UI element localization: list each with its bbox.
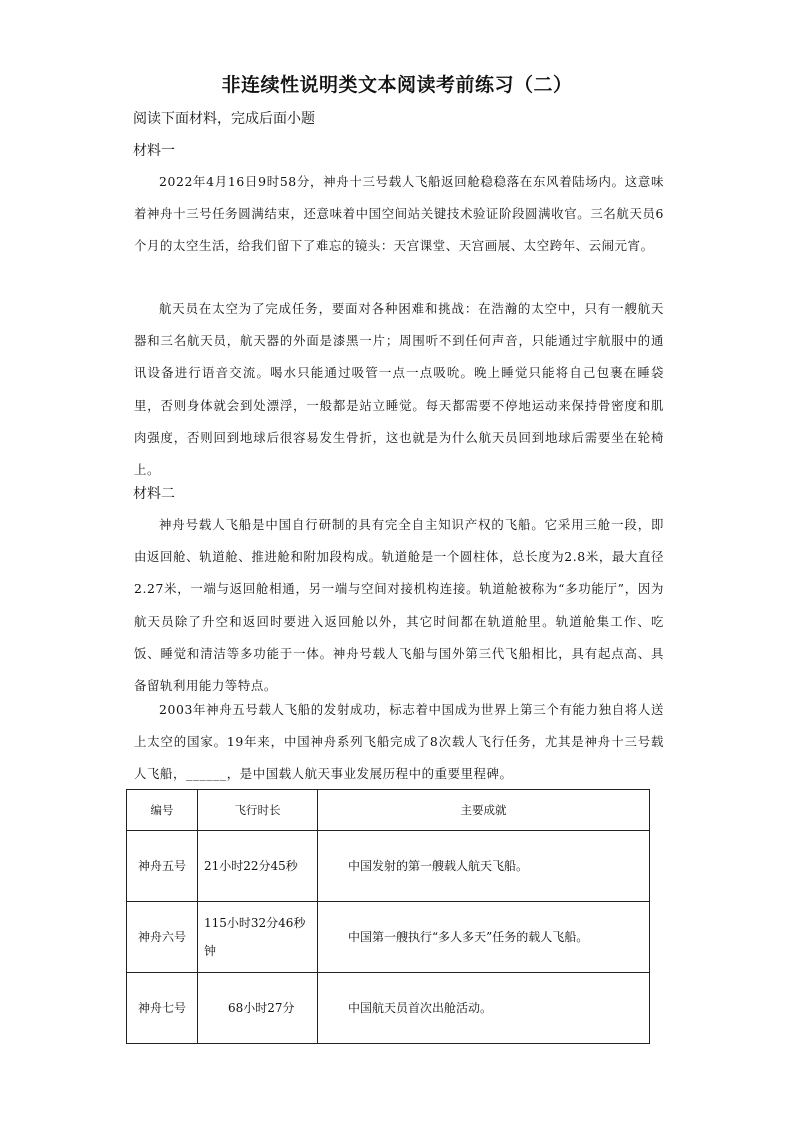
shenzhou-table xyxy=(126,789,650,1044)
row-id: 神舟七号 xyxy=(127,973,198,1044)
row-duration: 115小时32分46秒钟 xyxy=(198,902,318,973)
row-id: 神舟五号 xyxy=(127,831,198,902)
table-row xyxy=(127,902,650,973)
header-duration: 飞行时长 xyxy=(198,790,318,831)
material2-paragraph-1: 神舟号载人飞船是中国自行研制的具有完全自主知识产权的飞船。它采用三舱一段，即由返回舱、轨道舱、推进舱和附加段构成。轨道舱是一个圆柱体，总长度为2.8米，最大直径2.27米，一端与返回舱相通，另一端与空间对接机构连接。轨道舱被称为“多功能厅”，因为航天员除了升空和返回时要进入返回舱以外，其它时间都在轨道舱里。轨道舱集工作、吃饭、睡觉和清洁等多功能于一体。神舟号载人飞船与国外第三代飞船相比，具有起点高、具备留轨利用能力等特点。 xyxy=(134,517,664,694)
material1-paragraph-1: 2022年4月16日9时58分，神舟十三号载人飞船返回舱稳稳落在东风着陆场内。这意味着神舟十三号任务圆满结束，还意味着中国空间站关键技术验证阶段圆满收官。三名航天员6个月的太空生活，给我们留下了难忘的镜头：天宫课堂、天宫画展、太空跨年、云闹元宵。 xyxy=(134,174,664,254)
material2-label: 材料二 xyxy=(133,486,175,502)
material2-paragraph-2: 2003年神舟五号载人飞船的发射成功，标志着中国成为世界上第三个有能力独自将人送上太空的国家。19年来，中国神舟系列飞船完成了8次载人飞行任务，尤其是神舟十三号载人飞船，______，是中国载人航天事业发展历程中的重要里程碑。 xyxy=(134,702,664,782)
table-row xyxy=(127,973,650,1044)
row-achievement: 中国发射的第一艘载人航天飞船。 xyxy=(318,831,650,902)
row-id: 神舟六号 xyxy=(127,902,198,973)
header-achievement: 主要成就 xyxy=(318,790,650,831)
page-title: 非连续性说明类文本阅读考前练习（二） xyxy=(221,74,573,96)
instruction-text: 阅读下面材料，完成后面小题 xyxy=(133,111,315,127)
row-achievement: 中国航天员首次出舱活动。 xyxy=(318,973,650,1044)
table-header-row xyxy=(127,790,650,831)
row-duration: 21小时22分45秒 xyxy=(198,831,318,902)
table-row xyxy=(127,831,650,902)
material1-paragraph-2: 航天员在太空为了完成任务，要面对各种困难和挑战：在浩瀚的太空中，只有一艘航天器和三名航天员，航天器的外面是漆黑一片；周围听不到任何声音，只能通过宇航服中的通讯设备进行语音交流。喝水只能通过吸管一点一点吸吮。晚上睡觉只能将自己包裹在睡袋里，否则身体就会到处漂浮，一般都是站立睡觉。每天都需要不停地运动来保持骨密度和肌肉强度，否则回到地球后很容易发生骨折，这也就是为什么航天员回到地球后需要坐在轮椅上。 xyxy=(134,301,664,478)
row-duration: 68小时27分 xyxy=(198,973,318,1044)
row-achievement: 中国第一艘执行“多人多天”任务的载人飞船。 xyxy=(318,902,650,973)
header-id: 编号 xyxy=(127,790,198,831)
material1-label: 材料一 xyxy=(133,143,175,159)
